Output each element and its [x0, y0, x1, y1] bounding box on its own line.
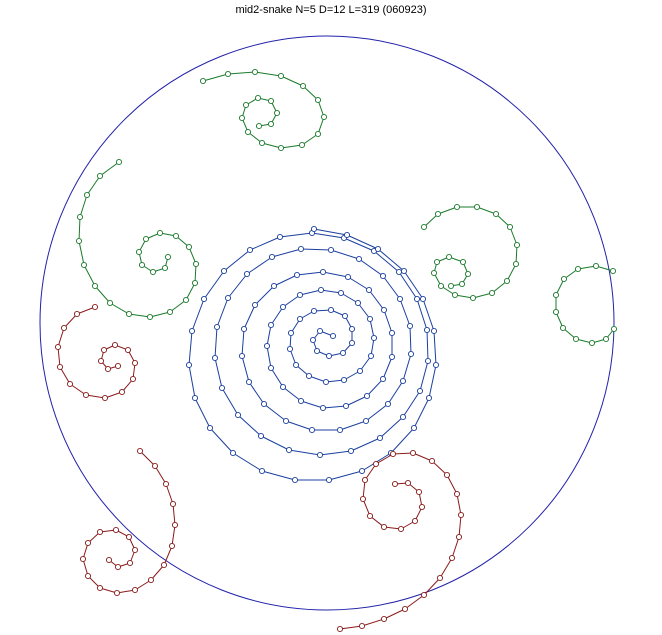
series-snake-7	[80, 448, 177, 595]
series-line	[189, 229, 436, 480]
node-marker	[292, 477, 297, 482]
node-marker	[573, 336, 578, 341]
node-marker	[341, 377, 346, 382]
node-marker	[268, 98, 273, 103]
node-marker	[173, 233, 178, 238]
node-marker	[98, 358, 103, 363]
series-snake-5	[76, 159, 198, 319]
node-marker	[326, 353, 331, 358]
node-marker	[414, 296, 419, 301]
node-marker	[357, 368, 362, 373]
node-marker	[348, 448, 353, 453]
node-marker	[132, 360, 137, 365]
node-marker	[256, 123, 261, 128]
node-marker	[514, 242, 519, 247]
node-marker	[183, 297, 188, 302]
node-marker	[366, 287, 371, 292]
node-marker	[560, 325, 565, 330]
node-marker	[398, 526, 403, 531]
node-marker	[349, 340, 354, 345]
node-marker	[77, 214, 82, 219]
node-marker	[268, 322, 273, 327]
node-marker	[323, 379, 328, 384]
node-marker	[449, 555, 454, 560]
node-marker	[507, 224, 512, 229]
node-marker	[126, 311, 131, 316]
node-marker	[407, 323, 412, 328]
node-marker	[106, 557, 111, 562]
node-marker	[147, 314, 152, 319]
node-marker	[300, 83, 305, 88]
node-marker	[326, 477, 331, 482]
node-marker	[280, 384, 285, 389]
node-marker	[356, 256, 361, 261]
node-marker	[359, 468, 364, 473]
node-marker	[458, 512, 463, 517]
node-marker	[288, 330, 293, 335]
node-marker	[298, 398, 303, 403]
circle-boundary	[40, 36, 614, 610]
node-marker	[553, 309, 558, 314]
node-marker	[286, 447, 291, 452]
node-marker	[330, 333, 335, 338]
node-marker	[340, 350, 345, 355]
node-marker	[611, 326, 616, 331]
node-marker	[381, 524, 386, 529]
node-marker	[344, 232, 349, 237]
node-marker	[243, 102, 248, 107]
node-marker	[297, 292, 302, 297]
node-marker	[55, 344, 60, 349]
node-marker	[446, 254, 451, 259]
node-marker	[148, 577, 153, 582]
node-marker	[102, 395, 107, 400]
node-marker	[200, 78, 205, 83]
node-marker	[127, 560, 132, 565]
node-marker	[337, 626, 342, 631]
node-marker	[81, 262, 86, 267]
node-marker	[297, 316, 302, 321]
series-line	[83, 451, 175, 593]
series-snake-6	[55, 304, 137, 400]
node-marker	[417, 388, 422, 393]
node-marker	[465, 271, 470, 276]
node-marker	[421, 224, 426, 229]
node-marker	[603, 336, 608, 341]
node-marker	[225, 295, 230, 300]
node-marker	[513, 261, 518, 266]
node-marker	[97, 173, 102, 178]
node-marker	[392, 481, 397, 486]
node-marker	[165, 254, 170, 259]
node-marker	[470, 295, 475, 300]
node-marker	[278, 73, 283, 78]
node-marker	[294, 272, 299, 277]
node-marker	[355, 300, 360, 305]
node-marker	[268, 365, 273, 370]
node-marker	[315, 131, 320, 136]
node-marker	[212, 355, 217, 360]
plot-canvas	[0, 18, 662, 635]
series-line	[424, 207, 517, 298]
node-marker	[420, 296, 425, 301]
node-marker	[349, 326, 354, 331]
node-marker	[425, 358, 430, 363]
node-marker	[244, 271, 249, 276]
node-marker	[67, 381, 72, 386]
node-marker	[299, 142, 304, 147]
node-marker	[214, 324, 219, 329]
node-marker	[381, 307, 386, 312]
node-marker	[342, 313, 347, 318]
node-marker	[400, 414, 405, 419]
node-marker	[150, 269, 155, 274]
node-marker	[431, 328, 436, 333]
node-marker	[311, 226, 316, 231]
node-marker	[112, 342, 117, 347]
node-marker	[85, 540, 90, 545]
node-marker	[247, 247, 252, 252]
node-marker	[277, 234, 282, 239]
node-marker	[261, 401, 266, 406]
node-marker	[167, 309, 172, 314]
node-marker	[306, 373, 311, 378]
node-marker	[311, 308, 316, 313]
node-marker	[397, 296, 402, 301]
node-marker	[219, 385, 224, 390]
node-marker	[373, 461, 378, 466]
node-marker	[371, 335, 376, 340]
node-marker	[172, 522, 177, 527]
node-marker	[115, 363, 120, 368]
node-marker	[575, 266, 580, 271]
series-snake-1	[186, 226, 438, 482]
node-marker	[328, 247, 333, 252]
node-marker	[132, 587, 137, 592]
node-marker	[280, 304, 285, 309]
node-marker	[405, 480, 410, 485]
node-marker	[416, 489, 421, 494]
node-marker	[76, 238, 81, 243]
node-marker	[259, 140, 264, 145]
node-marker	[338, 290, 343, 295]
node-marker	[132, 547, 137, 552]
node-marker	[426, 395, 431, 400]
node-marker	[364, 393, 369, 398]
node-marker	[116, 159, 121, 164]
node-marker	[367, 316, 372, 321]
node-marker	[225, 71, 230, 76]
node-marker	[321, 114, 326, 119]
node-marker	[337, 427, 342, 432]
node-marker	[593, 263, 598, 268]
node-marker	[385, 401, 390, 406]
node-marker	[186, 244, 191, 249]
node-marker	[317, 328, 322, 333]
node-marker	[92, 283, 97, 288]
node-marker	[400, 378, 405, 383]
node-marker	[419, 504, 424, 509]
node-marker	[314, 348, 319, 353]
node-marker	[80, 556, 85, 561]
node-marker	[255, 95, 260, 100]
node-marker	[345, 274, 350, 279]
node-marker	[421, 592, 426, 597]
node-marker	[381, 616, 386, 621]
series-snake-2	[421, 204, 519, 300]
node-marker	[360, 496, 365, 501]
node-marker	[553, 292, 558, 297]
node-marker	[493, 211, 498, 216]
series-snake-3	[553, 263, 616, 345]
node-marker	[317, 452, 322, 457]
node-marker	[101, 347, 106, 352]
node-marker	[380, 376, 385, 381]
node-marker	[119, 389, 124, 394]
node-marker	[143, 236, 148, 241]
node-marker	[363, 418, 368, 423]
node-marker	[431, 270, 436, 275]
node-marker	[126, 534, 131, 539]
node-marker	[241, 326, 246, 331]
node-marker	[115, 564, 120, 569]
node-marker	[271, 283, 276, 288]
node-marker	[362, 477, 367, 482]
node-marker	[235, 412, 240, 417]
node-marker	[396, 269, 401, 274]
node-marker	[252, 69, 257, 74]
node-marker	[74, 311, 79, 316]
series-snake-8	[337, 450, 463, 631]
node-marker	[460, 259, 465, 264]
node-marker	[359, 623, 364, 628]
node-marker	[186, 362, 191, 367]
node-marker	[92, 304, 97, 309]
node-marker	[389, 330, 394, 335]
node-marker	[258, 433, 263, 438]
node-marker	[328, 307, 333, 312]
node-marker	[170, 501, 175, 506]
node-marker	[368, 353, 373, 358]
node-marker	[239, 115, 244, 120]
node-marker	[192, 395, 197, 400]
node-marker	[389, 354, 394, 359]
node-marker	[259, 468, 264, 473]
node-marker	[152, 463, 157, 468]
series-line	[203, 72, 324, 148]
node-marker	[454, 204, 459, 209]
node-marker	[283, 418, 288, 423]
node-marker	[268, 121, 273, 126]
node-marker	[161, 562, 166, 567]
node-marker	[474, 204, 479, 209]
node-marker	[504, 278, 509, 283]
series-line	[79, 162, 196, 317]
node-marker	[310, 337, 315, 342]
node-marker	[230, 450, 235, 455]
node-marker	[193, 261, 198, 266]
node-marker	[429, 458, 434, 463]
node-marker	[57, 364, 62, 369]
node-marker	[113, 527, 118, 532]
node-marker	[437, 575, 442, 580]
node-marker	[367, 513, 372, 518]
node-marker	[438, 283, 443, 288]
node-marker	[137, 448, 142, 453]
node-marker	[246, 379, 251, 384]
node-marker	[452, 292, 457, 297]
node-marker	[489, 290, 494, 295]
node-marker	[448, 283, 453, 288]
node-marker	[293, 362, 298, 367]
node-marker	[239, 353, 244, 358]
node-marker	[459, 281, 464, 286]
node-marker	[589, 340, 594, 345]
node-marker	[192, 280, 197, 285]
node-marker	[320, 405, 325, 410]
node-marker	[189, 328, 194, 333]
node-marker	[411, 425, 416, 430]
snake-plot-svg	[0, 18, 662, 635]
node-marker	[83, 392, 88, 397]
node-marker	[125, 347, 130, 352]
node-marker	[114, 590, 119, 595]
node-marker	[85, 573, 90, 578]
node-marker	[298, 246, 303, 251]
node-marker	[287, 346, 292, 351]
node-marker	[454, 491, 459, 496]
node-marker	[561, 276, 566, 281]
node-marker	[444, 472, 449, 477]
node-marker	[412, 518, 417, 523]
node-marker	[136, 249, 141, 254]
node-marker	[401, 268, 406, 273]
node-marker	[84, 192, 89, 197]
node-marker	[315, 97, 320, 102]
node-marker	[207, 425, 212, 430]
node-marker	[435, 211, 440, 216]
node-marker	[139, 262, 144, 267]
node-marker	[320, 269, 325, 274]
node-marker	[274, 110, 279, 115]
node-marker	[410, 450, 415, 455]
series-line	[340, 453, 461, 629]
plot-title: mid2-snake N=5 D=12 L=319 (060923)	[235, 4, 427, 16]
node-marker	[610, 268, 615, 273]
node-marker	[163, 481, 168, 486]
node-marker	[97, 585, 102, 590]
node-marker	[375, 246, 380, 251]
node-marker	[97, 529, 102, 534]
node-marker	[434, 259, 439, 264]
series-snake-4	[200, 69, 326, 150]
node-marker	[318, 287, 323, 292]
node-marker	[433, 362, 438, 367]
node-marker	[424, 327, 429, 332]
node-marker	[162, 265, 167, 270]
node-marker	[309, 427, 314, 432]
node-marker	[169, 543, 174, 548]
node-marker	[390, 451, 395, 456]
node-marker	[278, 145, 283, 150]
node-marker	[343, 403, 348, 408]
node-marker	[61, 325, 66, 330]
node-marker	[402, 606, 407, 611]
node-marker	[380, 273, 385, 278]
node-marker	[245, 129, 250, 134]
node-marker	[264, 343, 269, 348]
node-marker	[105, 366, 110, 371]
node-marker	[221, 268, 226, 273]
node-marker	[130, 376, 135, 381]
node-marker	[456, 534, 461, 539]
node-marker	[269, 254, 274, 259]
node-marker	[157, 230, 162, 235]
node-marker	[252, 302, 257, 307]
node-marker	[377, 435, 382, 440]
node-marker	[107, 300, 112, 305]
node-marker	[408, 351, 413, 356]
node-marker	[201, 296, 206, 301]
